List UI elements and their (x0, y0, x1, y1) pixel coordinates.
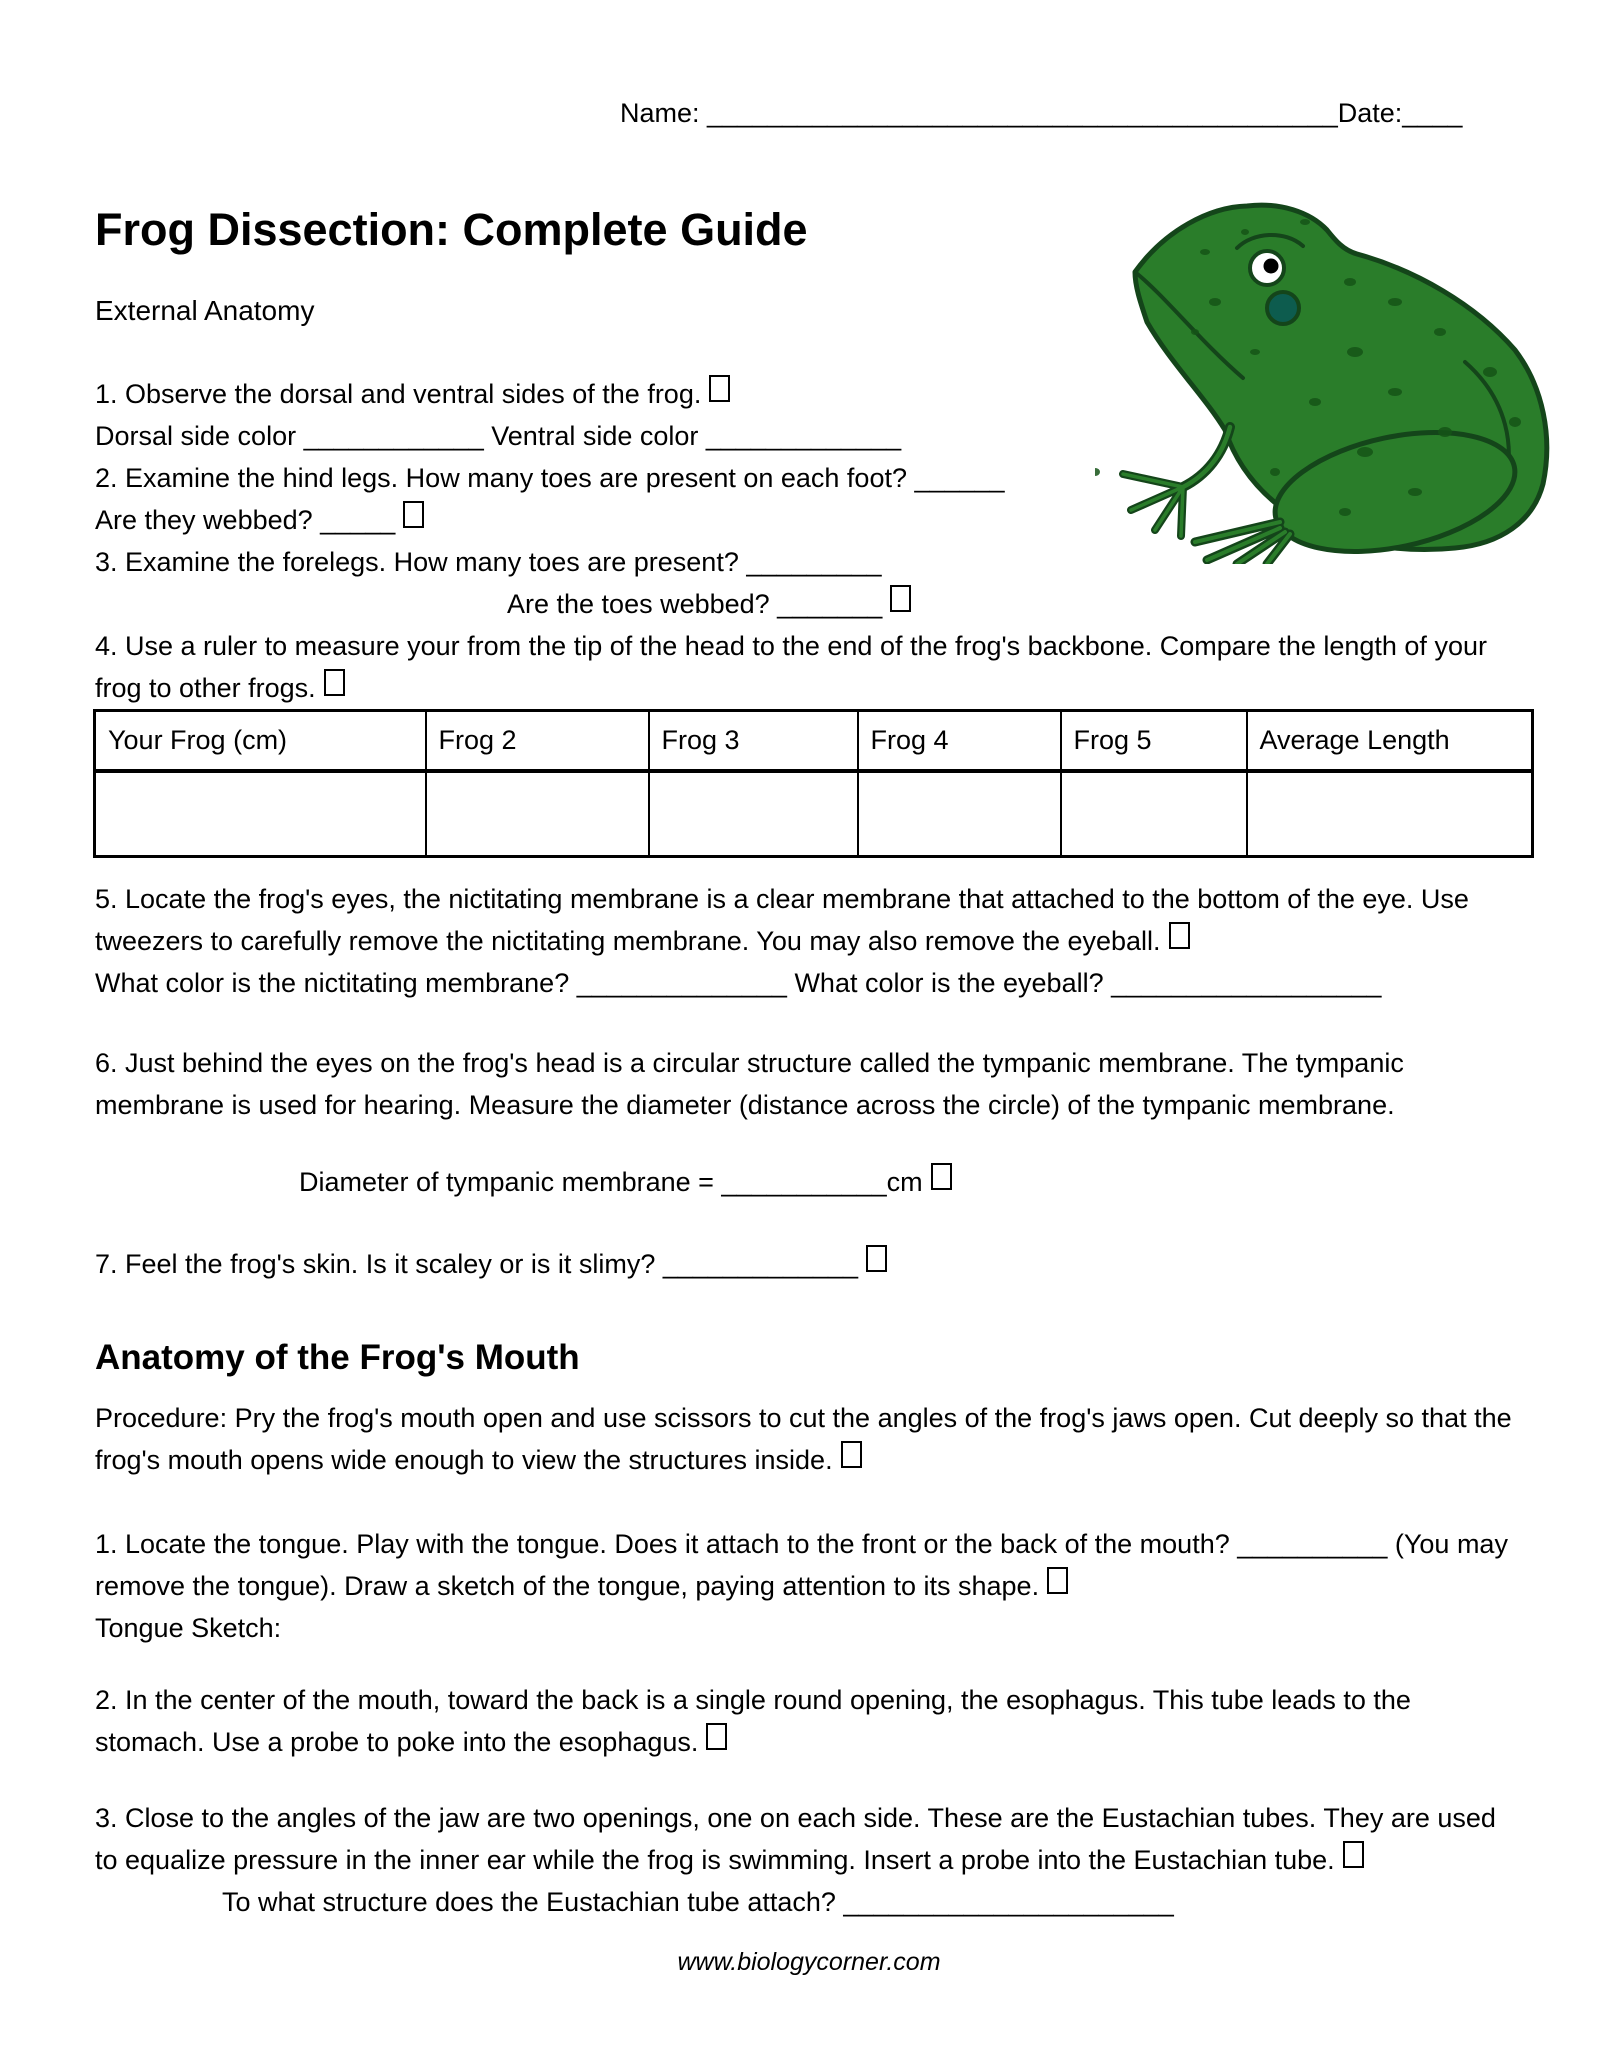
table-header-row (95, 711, 1533, 771)
frog-length-table (93, 709, 1534, 858)
mouth-procedure: Procedure: Pry the frog's mouth open and use scissors to cut the angles of the frog's jaws open. Cut deeply so that the frog's mouth opens wide enough to view the structures inside. (95, 1403, 1512, 1475)
column-header-frog-4: Frog 4 (858, 711, 1061, 771)
question-5-block (95, 878, 1523, 1004)
mouth-question-1-block (95, 1523, 1523, 1649)
tongue-sketch-label: Tongue Sketch: (95, 1613, 282, 1643)
name-blank-line: __________________________________________ (707, 98, 1338, 128)
name-date-row (95, 0, 1523, 134)
checkbox-icon (403, 501, 424, 528)
measurement-cell (426, 771, 649, 857)
checkbox-icon (1169, 922, 1190, 949)
question-6: 6. Just behind the eyes on the frog's head is a circular structure called the tympanic membrane. The tympanic membrane is used for hearing. Measure the diameter (distance across the circle) of the tympanic membrane. (95, 1048, 1404, 1120)
question-4: 4. Use a ruler to measure your from the tip of the head to the end of the frog's backbone. Compare the length of your frog to other frogs. (95, 631, 1487, 703)
question-2-webbed: Are they webbed? _____ (95, 499, 1523, 541)
column-header-frog-2: Frog 2 (426, 711, 649, 771)
date-label: Date: (1337, 98, 1403, 128)
frog-pupil (1264, 259, 1279, 274)
question-2: 2. Examine the hind legs. How many toes are present on each foot? ______ (95, 463, 1005, 493)
frog-illustration (1095, 192, 1560, 564)
column-header-frog-3: Frog 3 (649, 711, 858, 771)
frog-tympanum (1267, 292, 1299, 324)
mouth-question-3-block (95, 1797, 1523, 1923)
question-5-colors: What color is the nictitating membrane? ______________ What color is the eyeball? __________________ (95, 968, 1382, 998)
checkbox-icon (841, 1441, 862, 1468)
mouth-question-1: 1. Locate the tongue. Play with the tongue. Does it attach to the front or the back of the mouth? __________ (You may remove the tongue). Draw a sketch of the tongue, paying attention to its shape. (95, 1529, 1508, 1601)
footer-url: www.biologycorner.com (677, 1948, 941, 1976)
column-header-average-length: Average Length (1247, 711, 1533, 771)
page-title: Frog Dissection: Complete Guide (95, 204, 808, 255)
section-heading-external-anatomy: External Anatomy (95, 295, 315, 326)
eustachian-attach-line: To what structure does the Eustachian tube attach? ______________________ (222, 1887, 1174, 1917)
question-1-colors: Dorsal side color ____________ Ventral side color _____________ (95, 421, 902, 451)
question-3-webbed: Are the toes webbed? _______ (95, 583, 1523, 625)
name-label: Name: (620, 98, 700, 128)
frog-clipart-svg (1095, 192, 1560, 564)
column-header-frog-5: Frog 5 (1061, 711, 1247, 771)
checkbox-icon (931, 1163, 952, 1190)
checkbox-icon (890, 585, 911, 612)
mouth-question-2: 2. In the center of the mouth, toward the back is a single round opening, the esophagus. This tube leads to the stomach. Use a probe to poke into the esophagus. (95, 1685, 1411, 1757)
measurement-cell (1061, 771, 1247, 857)
question-3: 3. Examine the forelegs. How many toes are present? _________ (95, 547, 882, 577)
question-1: 1. Observe the dorsal and ventral sides of the frog. (95, 373, 1523, 415)
measurement-cell (1247, 771, 1533, 857)
column-header-your-frog: Your Frog (cm) (95, 711, 426, 771)
date-blank-line: ____ (1402, 98, 1463, 128)
table-row (95, 771, 1533, 857)
tympanic-diameter-line: Diameter of tympanic membrane = ___________cm (95, 1161, 1523, 1203)
question-5: 5. Locate the frog's eyes, the nictitating membrane is a clear membrane that attached to the bottom of the eye. Use tweezers to carefully remove the nictitating membrane. You may also remove the eyeball. (95, 884, 1469, 956)
mouth-question-3: 3. Close to the angles of the jaw are two openings, one on each side. These are the Eustachian tubes. They are used to equalize pressure in the inner ear while the frog is swimming. Insert a probe into the Eustachian tube. (95, 1803, 1496, 1875)
checkbox-icon (706, 1723, 727, 1750)
measurement-cell (649, 771, 858, 857)
measurement-cell (858, 771, 1061, 857)
checkbox-icon (709, 375, 730, 402)
question-7: 7. Feel the frog's skin. Is it scaley or is it slimy? _____________ (95, 1243, 1523, 1285)
checkbox-icon (324, 669, 345, 696)
checkbox-icon (1047, 1567, 1068, 1594)
checkbox-icon (1343, 1841, 1364, 1868)
section-heading-mouth-anatomy: Anatomy of the Frog's Mouth (95, 1338, 580, 1377)
measurement-cell (95, 771, 426, 857)
checkbox-icon (866, 1245, 887, 1272)
